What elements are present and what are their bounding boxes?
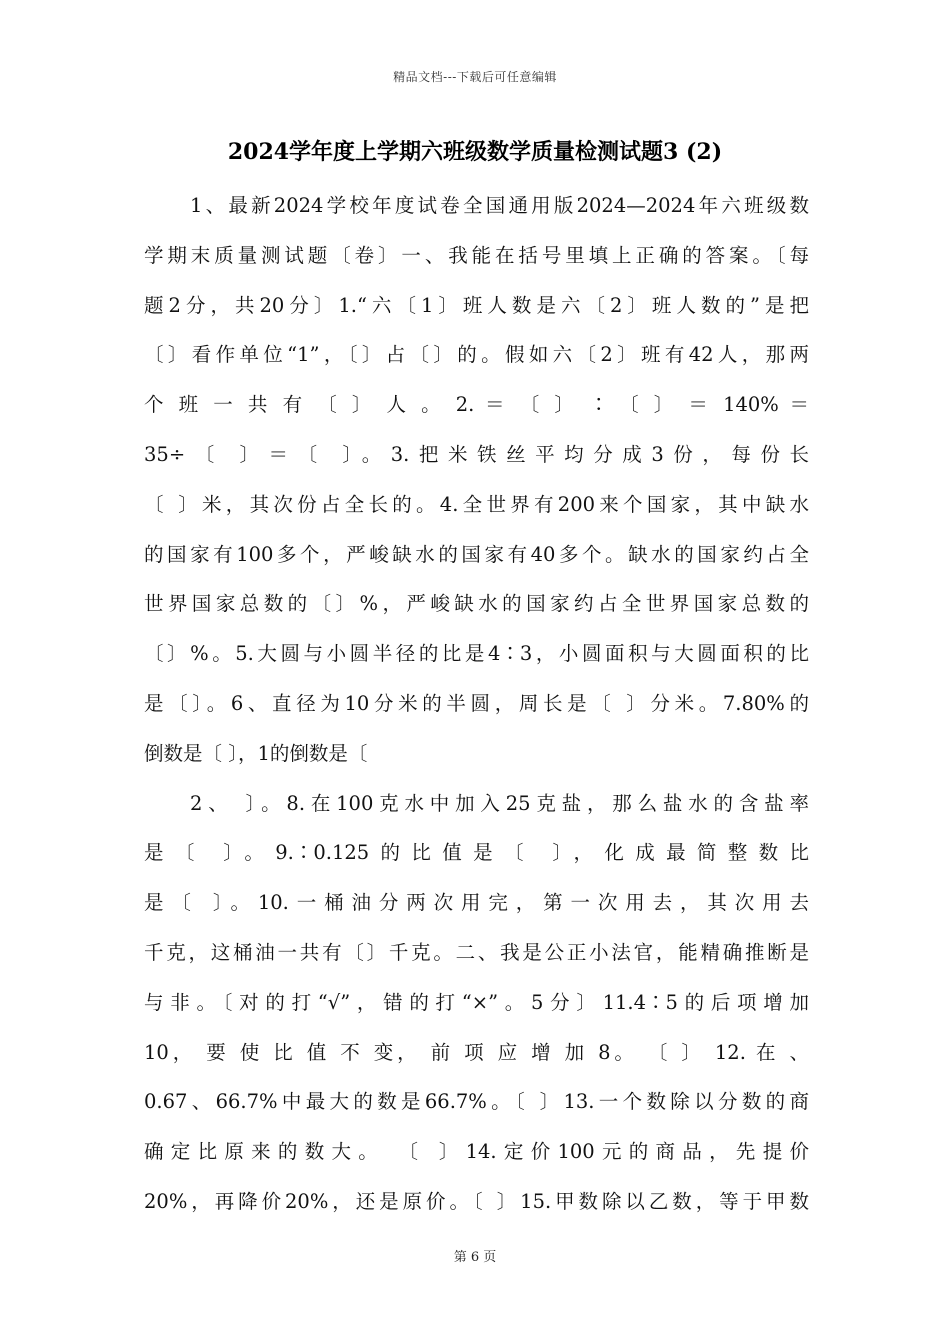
body-line: 世界国家总数的〔〕%，严峻缺水的国家约占全世界国家总数的 [144, 592, 809, 616]
body-line: 20%，再降价20%，还是原价。〔 〕15.甲数除以乙数，等于甲数 [144, 1189, 809, 1213]
body-line: 与非。〔对的打“√”，错的打“×”。5分〕11.4∶5的后项增加 [144, 990, 809, 1014]
body-line: 个 班 一 共 有 〔 〕 人 。 2. ＝ 〔 〕 ∶ 〔 〕 ＝ 140% ＝ [144, 393, 809, 417]
body-line: 〔〕看作单位“1”，〔〕占〔〕的。假如六〔2〕班有42人，那两 [144, 343, 809, 367]
body-line: 2、 〕。8.在100克水中加入25克盐，那么盐水的含盐率 [190, 791, 809, 815]
body-line: 千克，这桶油一共有〔〕千克。二、我是公正小法官，能精确推断是 [144, 940, 809, 964]
body-line: 35÷〔 〕＝〔 〕。3.把米铁丝平均分成3份，每份长 [144, 442, 809, 466]
body-line: 是〔〕。6、直径为10分米的半圆，周长是〔 〕分米。7.80%的 [144, 691, 809, 715]
body-line: 是〔 〕。10.一桶油分两次用完，第一次用去，其次用去 [144, 891, 809, 915]
body-line: 学期末质量测试题〔卷〕一、我能在括号里填上正确的答案。〔每 [144, 243, 809, 267]
document-title: 2024学年度上学期六班级数学质量检测试题3 (2) [227, 139, 723, 165]
page-header: 精品文档---下载后可任意编辑 [393, 70, 557, 84]
body-line: 确定比原来的数大。 〔 〕14.定价100元的商品，先提价 [144, 1140, 809, 1164]
document-body [144, 181, 809, 1227]
body-line: 题2分，共20分〕1.“六〔1〕班人数是六〔2〕班人数的”是把 [144, 293, 809, 317]
page-number: 第 6 页 [453, 1250, 497, 1265]
body-line: 倒数是〔 〕，1的倒数是〔 [144, 741, 368, 765]
body-line: 10， 要 使 比 值 不 变， 前 项 应 增 加 8。 〔 〕 12. 在 、 [144, 1040, 809, 1064]
body-line: 〔〕%。5.大圆与小圆半径的比是4∶3，小圆面积与大圆面积的比 [144, 642, 809, 666]
body-line: 的国家有100多个，严峻缺水的国家有40多个。缺水的国家约占全 [144, 542, 809, 566]
body-line: 〔 〕米，其次份占全长的。4.全世界有200来个国家，其中缺水 [144, 492, 809, 516]
body-line: 0.67、66.7%中最大的数是66.7%。〔 〕13.一个数除以分数的商 [144, 1090, 809, 1114]
body-line: 是〔 〕。9.∶0.125的比值是〔 〕，化成最简整数比 [144, 841, 809, 865]
body-line: 1、最新2024学校年度试卷全国通用版2024—2024年六班级数 [190, 194, 809, 217]
